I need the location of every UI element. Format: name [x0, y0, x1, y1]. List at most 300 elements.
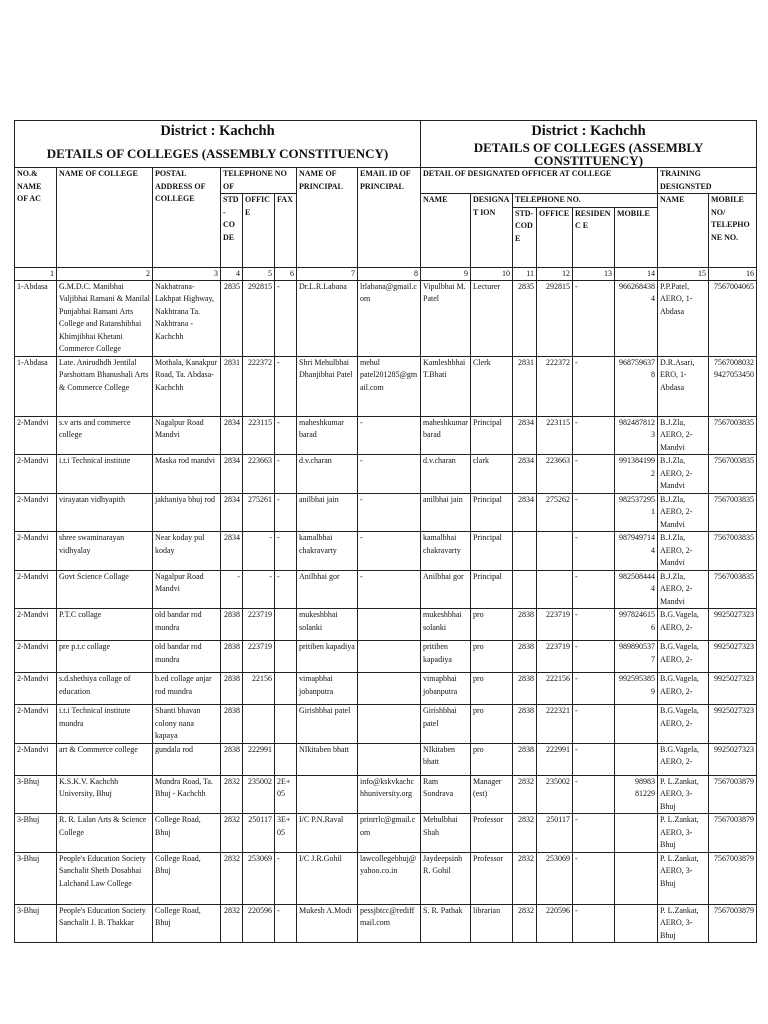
ac-cell: 2-Mandvi	[15, 673, 57, 705]
mobile-cell: 9825084444	[615, 570, 658, 609]
principal-name-cell: pritiben kapadiya	[297, 641, 358, 673]
officer-name-cell: Vipulbhai M. Patel	[421, 280, 471, 356]
std-code-cell: 2835	[221, 280, 243, 356]
address-cell: gundala rod	[153, 743, 221, 775]
address-cell: Near koday pul koday	[153, 532, 221, 571]
training-mobile-cell: 7567008032 9427053450	[709, 356, 757, 416]
ac-cell: 2-Mandvi	[15, 455, 57, 494]
officer-std-code-cell: 2838	[513, 609, 537, 641]
training-name-cell: B.G.Vagela, AERO, 2-	[658, 673, 709, 705]
training-mobile-cell: 7567004065	[709, 280, 757, 356]
officer-std-code-cell: 2834	[513, 493, 537, 532]
std-code-cell: 2832	[221, 814, 243, 853]
officer-office-cell	[537, 570, 573, 609]
column-number: 4	[221, 267, 243, 280]
officer-name-cell: pritiben kapadiya	[421, 641, 471, 673]
officer-name-cell: vimapbhai jobanputra	[421, 673, 471, 705]
fax-cell	[275, 705, 297, 744]
officer-office-cell: 253069	[537, 852, 573, 904]
college-name-cell: i.t.i Technical institute	[57, 455, 153, 494]
mobile-cell	[615, 852, 658, 904]
mobile-cell: 9978246156	[615, 609, 658, 641]
header-designated-officer: DETAIL OF DESIGNATED OFFICER AT COLLEGE	[421, 168, 658, 194]
table-row	[15, 356, 757, 416]
training-mobile-cell: 7567003879	[709, 775, 757, 814]
header-std-code-2: STD-CODE	[513, 207, 537, 267]
office-phone-cell: 223719	[243, 641, 275, 673]
fax-cell	[275, 609, 297, 641]
mobile-cell	[615, 814, 658, 853]
principal-name-cell: Girishbhai patel	[297, 705, 358, 744]
std-code-cell: 2834	[221, 455, 243, 494]
training-mobile-cell: 7567003835	[709, 532, 757, 571]
std-code-cell: 2832	[221, 775, 243, 814]
designation-cell: Manager (est)	[471, 775, 513, 814]
fax-cell	[275, 641, 297, 673]
officer-std-code-cell: 2831	[513, 356, 537, 416]
address-cell: Shanti bhavan colony nana kapaya	[153, 705, 221, 744]
email-cell: -	[358, 455, 421, 494]
column-number: 12	[537, 267, 573, 280]
address-cell: Nakhatrana-Lakhpat Highway, Nakhtrana Ta. Nakhtrana - Kachchh	[153, 280, 221, 356]
residence-cell: -	[573, 852, 615, 904]
office-phone-cell: 220596	[243, 904, 275, 943]
header-mobile: MOBILE	[615, 207, 658, 267]
header-fax: FAX	[275, 194, 297, 268]
training-mobile-cell: 7567003835	[709, 570, 757, 609]
college-name-cell: shree swaminarayan vidhyalay	[57, 532, 153, 571]
mobile-cell: 9879497144	[615, 532, 658, 571]
mobile-cell: 9662684384	[615, 280, 658, 356]
officer-std-code-cell: 2838	[513, 743, 537, 775]
email-cell: lrlabana@gmail.com	[358, 280, 421, 356]
training-mobile-cell: 7567003835	[709, 416, 757, 455]
office-phone-cell: 223115	[243, 416, 275, 455]
table-row	[15, 743, 757, 775]
office-phone-cell: -	[243, 532, 275, 571]
officer-name-cell: Mehulbhai Shah	[421, 814, 471, 853]
college-name-cell: K.S.K.V. Kachchh University, Bhuj	[57, 775, 153, 814]
address-cell: Maska rod mandvi	[153, 455, 221, 494]
residence-cell: -	[573, 280, 615, 356]
office-phone-cell: 222372	[243, 356, 275, 416]
std-code-cell: -	[221, 570, 243, 609]
officer-office-cell	[537, 532, 573, 571]
college-name-cell: pre p.t.c collage	[57, 641, 153, 673]
email-cell	[358, 743, 421, 775]
details-title-right: DETAILS OF COLLEGES (ASSEMBLY CONSTITUENCY)	[421, 142, 757, 168]
office-phone-cell	[243, 705, 275, 744]
table-row	[15, 280, 757, 356]
ac-cell: 2-Mandvi	[15, 570, 57, 609]
principal-name-cell: NIkitaben bhatt	[297, 743, 358, 775]
officer-std-code-cell: 2832	[513, 852, 537, 904]
officer-office-cell: 222372	[537, 356, 573, 416]
training-mobile-cell: 7567003835	[709, 493, 757, 532]
std-code-cell: 2832	[221, 852, 243, 904]
address-cell: Mothala, Kanakpur Road, Ta. Abdasa- Kachchh	[153, 356, 221, 416]
designation-cell: Clerk	[471, 356, 513, 416]
header-officer-name: NAME	[421, 194, 471, 268]
college-name-cell: Govt Science Collage	[57, 570, 153, 609]
designation-cell: Principal	[471, 532, 513, 571]
column-number: 5	[243, 267, 275, 280]
std-code-cell: 2838	[221, 743, 243, 775]
training-mobile-cell: 7567003879	[709, 904, 757, 943]
email-cell	[358, 641, 421, 673]
colleges-table	[14, 120, 757, 943]
table-row	[15, 673, 757, 705]
officer-name-cell: mukeshbhai solanki	[421, 609, 471, 641]
fax-cell: -	[275, 904, 297, 943]
residence-cell: -	[573, 493, 615, 532]
table-row	[15, 641, 757, 673]
training-name-cell: B.J.Zla, AERO, 2-Mandvi	[658, 416, 709, 455]
address-cell: Mundra Road, Ta. Bhuj - Kachchh	[153, 775, 221, 814]
college-name-cell: G.M.D.C. Manibhai Valjibhai Ramani & Manilal Punjabhai Ramani Arts College and Ratanshibhai Khimjibhai Khetani Commerce College	[57, 280, 153, 356]
ac-cell: 3-Bhuj	[15, 852, 57, 904]
table-row	[15, 609, 757, 641]
std-code-cell: 2834	[221, 416, 243, 455]
column-number: 7	[297, 267, 358, 280]
principal-name-cell: Mukesh A.Modi	[297, 904, 358, 943]
fax-cell: 3E+05	[275, 814, 297, 853]
principal-name-cell: I/C P.N.Raval	[297, 814, 358, 853]
mobile-cell: 98983 81229	[615, 775, 658, 814]
officer-name-cell: maheshkumar barad	[421, 416, 471, 455]
training-name-cell: B.G.Vagela, AERO, 2-	[658, 705, 709, 744]
address-cell: Nagalpur Road Mandvi	[153, 416, 221, 455]
residence-cell: -	[573, 775, 615, 814]
officer-office-cell: 222156	[537, 673, 573, 705]
fax-cell	[275, 743, 297, 775]
college-details-sheet	[14, 120, 756, 943]
officer-std-code-cell: 2838	[513, 673, 537, 705]
officer-name-cell: kamalbhai chakravarty	[421, 532, 471, 571]
residence-cell: -	[573, 743, 615, 775]
email-cell	[358, 609, 421, 641]
officer-std-code-cell: 2832	[513, 904, 537, 943]
mobile-cell: 9824878123	[615, 416, 658, 455]
training-name-cell: P. L.Zankat, AERO, 3-Bhuj	[658, 904, 709, 943]
table-row	[15, 705, 757, 744]
designation-cell: pro	[471, 673, 513, 705]
principal-name-cell	[297, 775, 358, 814]
fax-cell: -	[275, 493, 297, 532]
officer-name-cell: Ram Sondrava	[421, 775, 471, 814]
table-row	[15, 775, 757, 814]
ac-cell: 3-Bhuj	[15, 814, 57, 853]
ac-cell: 2-Mandvi	[15, 416, 57, 455]
training-mobile-cell: 7567003835	[709, 455, 757, 494]
residence-cell: -	[573, 532, 615, 571]
fax-cell: -	[275, 532, 297, 571]
email-cell: lawcollegebhuj@yahoo.co.in	[358, 852, 421, 904]
fax-cell: -	[275, 852, 297, 904]
training-mobile-cell: 7567003879	[709, 852, 757, 904]
header-telephone-no: TELEPHONE NO.	[513, 194, 658, 208]
residence-cell: -	[573, 814, 615, 853]
email-cell: -	[358, 493, 421, 532]
officer-office-cell: 222991	[537, 743, 573, 775]
designation-cell: Lecturer	[471, 280, 513, 356]
officer-std-code-cell: 2835	[513, 280, 537, 356]
officer-name-cell: NIkitaben bhatt	[421, 743, 471, 775]
column-number: 2	[57, 267, 153, 280]
address-cell: College Road, Bhuj	[153, 814, 221, 853]
residence-cell: -	[573, 416, 615, 455]
fax-cell: -	[275, 356, 297, 416]
residence-cell: -	[573, 356, 615, 416]
officer-std-code-cell	[513, 570, 537, 609]
table-row	[15, 570, 757, 609]
training-mobile-cell: 9925027323	[709, 673, 757, 705]
officer-office-cell: 223719	[537, 641, 573, 673]
fax-cell: -	[275, 570, 297, 609]
std-code-cell: 2838	[221, 673, 243, 705]
college-name-cell: People's Education Society Sanchalit Sheth Dosabhai Lalchand Law College	[57, 852, 153, 904]
officer-name-cell: Girishbhai patel	[421, 705, 471, 744]
fax-cell: -	[275, 455, 297, 494]
principal-name-cell: anilbhai jain	[297, 493, 358, 532]
ac-cell: 3-Bhuj	[15, 775, 57, 814]
officer-office-cell: 223115	[537, 416, 573, 455]
officer-std-code-cell: 2832	[513, 814, 537, 853]
ac-cell: 2-Mandvi	[15, 532, 57, 571]
std-code-cell: 2832	[221, 904, 243, 943]
principal-name-cell: Anilbhai gor	[297, 570, 358, 609]
std-code-cell: 2838	[221, 641, 243, 673]
training-name-cell: B.J.Zla, AERO, 2-Mandvi	[658, 455, 709, 494]
header-name-of-principal: NAME OF PRINCIPAL	[297, 168, 358, 268]
address-cell: old bandar rod mundra	[153, 641, 221, 673]
principal-name-cell: kamalbhai chakravarty	[297, 532, 358, 571]
college-rows	[15, 280, 757, 943]
designation-cell: Principal	[471, 493, 513, 532]
mobile-cell: 9825372951	[615, 493, 658, 532]
training-name-cell: B.G.Vagela, AERO, 2-	[658, 641, 709, 673]
address-cell: Nagalpur Road Mandvi	[153, 570, 221, 609]
std-code-cell: 2838	[221, 609, 243, 641]
principal-name-cell: Dr.L.R.Labana	[297, 280, 358, 356]
email-cell: -	[358, 570, 421, 609]
email-cell: -	[358, 416, 421, 455]
email-cell	[358, 673, 421, 705]
officer-office-cell: 222321	[537, 705, 573, 744]
college-name-cell: virayatan vidhyapith	[57, 493, 153, 532]
email-cell: -	[358, 532, 421, 571]
column-number: 3	[153, 267, 221, 280]
fax-cell: 2E+05	[275, 775, 297, 814]
officer-name-cell: Kamleshbhai T.Bhati	[421, 356, 471, 416]
designation-cell: pro	[471, 641, 513, 673]
details-title-left: DETAILS OF COLLEGES (ASSEMBLY CONSTITUENCY)	[15, 142, 421, 168]
table-row	[15, 455, 757, 494]
office-phone-cell: 250117	[243, 814, 275, 853]
college-name-cell: i.t.i Technical institute mundra	[57, 705, 153, 744]
header-std-code: STD-CODE	[221, 194, 243, 268]
column-number: 14	[615, 267, 658, 280]
ac-cell: 1-Abdasa	[15, 280, 57, 356]
header-office-2: OFFICE	[537, 207, 573, 267]
officer-std-code-cell: 2834	[513, 416, 537, 455]
header-row-1	[15, 168, 757, 194]
header-postal-address: POSTAL ADDRESS OF COLLEGE	[153, 168, 221, 268]
residence-cell: -	[573, 455, 615, 494]
training-name-cell: B.J.Zla, AERO, 2-Mandvi	[658, 570, 709, 609]
college-name-cell: People's Education Society Sanchalit J. B. Thakkar	[57, 904, 153, 943]
officer-std-code-cell: 2832	[513, 775, 537, 814]
ac-cell: 2-Mandvi	[15, 641, 57, 673]
officer-std-code-cell: 2838	[513, 705, 537, 744]
header-designation: DESIGNAT ION	[471, 194, 513, 268]
residence-cell: -	[573, 673, 615, 705]
fax-cell: -	[275, 280, 297, 356]
officer-name-cell: Jaydeepsinh R. Gohil	[421, 852, 471, 904]
column-number: 16	[709, 267, 757, 280]
details-row	[15, 142, 757, 168]
principal-name-cell: maheshkumar barad	[297, 416, 358, 455]
column-number: 9	[421, 267, 471, 280]
column-number: 6	[275, 267, 297, 280]
college-name-cell: Late. Anirudhdh Jentilal Parshottam Bhanushali Arts & Commerce College	[57, 356, 153, 416]
ac-cell: 2-Mandvi	[15, 493, 57, 532]
designation-cell: librarian	[471, 904, 513, 943]
mobile-cell: 9687596378	[615, 356, 658, 416]
officer-office-cell: 223663	[537, 455, 573, 494]
training-name-cell: P. L.Zankat, AERO, 3-Bhuj	[658, 852, 709, 904]
college-name-cell: P.T.C collage	[57, 609, 153, 641]
email-cell: prinrrlc@gmail.com	[358, 814, 421, 853]
table-row	[15, 852, 757, 904]
address-cell: College Road, Bhuj	[153, 904, 221, 943]
address-cell: jakhaniya bhuj rod	[153, 493, 221, 532]
training-name-cell: P. L.Zankat, AERO, 3-Bhuj	[658, 775, 709, 814]
residence-cell: -	[573, 570, 615, 609]
office-phone-cell: 22156	[243, 673, 275, 705]
college-name-cell: art & Commerce college	[57, 743, 153, 775]
training-name-cell: P. L.Zankat, AERO, 3-Bhuj	[658, 814, 709, 853]
ac-cell: 2-Mandvi	[15, 609, 57, 641]
table-row	[15, 814, 757, 853]
officer-office-cell: 220596	[537, 904, 573, 943]
std-code-cell: 2838	[221, 705, 243, 744]
principal-name-cell: mukeshbhai solanki	[297, 609, 358, 641]
officer-office-cell: 235002	[537, 775, 573, 814]
office-phone-cell: 223663	[243, 455, 275, 494]
std-code-cell: 2831	[221, 356, 243, 416]
header-residence: RESIDENC E	[573, 207, 615, 267]
address-cell: College Road, Bhuj	[153, 852, 221, 904]
address-cell: old bandar rod mundra	[153, 609, 221, 641]
training-name-cell: B.G.Vagela, AERO, 2-	[658, 609, 709, 641]
column-number: 11	[513, 267, 537, 280]
training-mobile-cell: 9925027323	[709, 641, 757, 673]
std-code-cell: 2834	[221, 532, 243, 571]
principal-name-cell: Shri Mehulbhai Dhanjibhai Patel	[297, 356, 358, 416]
training-name-cell: B.J.Zla, AERO, 2-Mandvi	[658, 493, 709, 532]
officer-name-cell: anilbhai jain	[421, 493, 471, 532]
principal-name-cell: vimapbhai jobanputra	[297, 673, 358, 705]
officer-std-code-cell: 2838	[513, 641, 537, 673]
officer-std-code-cell	[513, 532, 537, 571]
header-office: OFFICE	[243, 194, 275, 268]
fax-cell	[275, 673, 297, 705]
officer-name-cell: Anilbhai gor	[421, 570, 471, 609]
email-cell: mehul patel201285@gmail.com	[358, 356, 421, 416]
designation-cell: clark	[471, 455, 513, 494]
designation-cell: Professor	[471, 852, 513, 904]
college-name-cell: s.d.shethiya collage of education	[57, 673, 153, 705]
district-title-right: District : Kachchh	[421, 121, 757, 143]
designation-cell: Professor	[471, 814, 513, 853]
email-cell: info@kskvkachchhuniversity.org	[358, 775, 421, 814]
mobile-cell: 9925953859	[615, 673, 658, 705]
training-name-cell: P.P.Patel, AERO, 1-Abdasa	[658, 280, 709, 356]
std-code-cell: 2834	[221, 493, 243, 532]
ac-cell: 1-Abdasa	[15, 356, 57, 416]
ac-cell: 2-Mandvi	[15, 705, 57, 744]
residence-cell: -	[573, 705, 615, 744]
mobile-cell: 9898905377	[615, 641, 658, 673]
office-phone-cell: 253069	[243, 852, 275, 904]
address-cell: b.ed collage anjar rod mundra	[153, 673, 221, 705]
officer-office-cell: 250117	[537, 814, 573, 853]
officer-office-cell: 223719	[537, 609, 573, 641]
training-mobile-cell: 9925027323	[709, 609, 757, 641]
training-name-cell: D.R.Asari, ERO, 1-Abdasa	[658, 356, 709, 416]
district-row	[15, 121, 757, 143]
ac-cell: 2-Mandvi	[15, 743, 57, 775]
designation-cell: Principal	[471, 570, 513, 609]
header-name-of-college: NAME OF COLLEGE	[57, 168, 153, 268]
header-telephone-group: TELEPHONE NO OF	[221, 168, 297, 194]
table-row	[15, 904, 757, 943]
column-number: 10	[471, 267, 513, 280]
training-mobile-cell: 7567003879	[709, 814, 757, 853]
mobile-cell: 9913841992	[615, 455, 658, 494]
email-cell: pessjbtcc@rediffmail.com	[358, 904, 421, 943]
training-mobile-cell: 9925027323	[709, 705, 757, 744]
header-training: TRAINING DESIGNSTED	[658, 168, 757, 194]
header-training-name: NAME	[658, 194, 709, 268]
officer-office-cell: 292815	[537, 280, 573, 356]
office-phone-cell: 275261	[243, 493, 275, 532]
fax-cell: -	[275, 416, 297, 455]
column-number: 1	[15, 267, 57, 280]
officer-std-code-cell: 2834	[513, 455, 537, 494]
column-number: 15	[658, 267, 709, 280]
training-mobile-cell: 9925027323	[709, 743, 757, 775]
district-title-left: District : Kachchh	[15, 121, 421, 143]
residence-cell: -	[573, 641, 615, 673]
training-name-cell: B.G.Vagela, AERO, 2-	[658, 743, 709, 775]
office-phone-cell: 235002	[243, 775, 275, 814]
officer-name-cell: d.v.charan	[421, 455, 471, 494]
column-number: 13	[573, 267, 615, 280]
header-no-name-ac: NO.& NAME OF AC	[15, 168, 57, 268]
table-row	[15, 493, 757, 532]
college-name-cell: R. R. Lalan Arts & Science College	[57, 814, 153, 853]
table-row	[15, 532, 757, 571]
table-row	[15, 416, 757, 455]
principal-name-cell: d.v.charan	[297, 455, 358, 494]
officer-name-cell: S. R. Pathak	[421, 904, 471, 943]
email-cell	[358, 705, 421, 744]
ac-cell: 3-Bhuj	[15, 904, 57, 943]
mobile-cell	[615, 743, 658, 775]
header-email-principal: EMAIL ID OF PRINCIPAL	[358, 168, 421, 268]
